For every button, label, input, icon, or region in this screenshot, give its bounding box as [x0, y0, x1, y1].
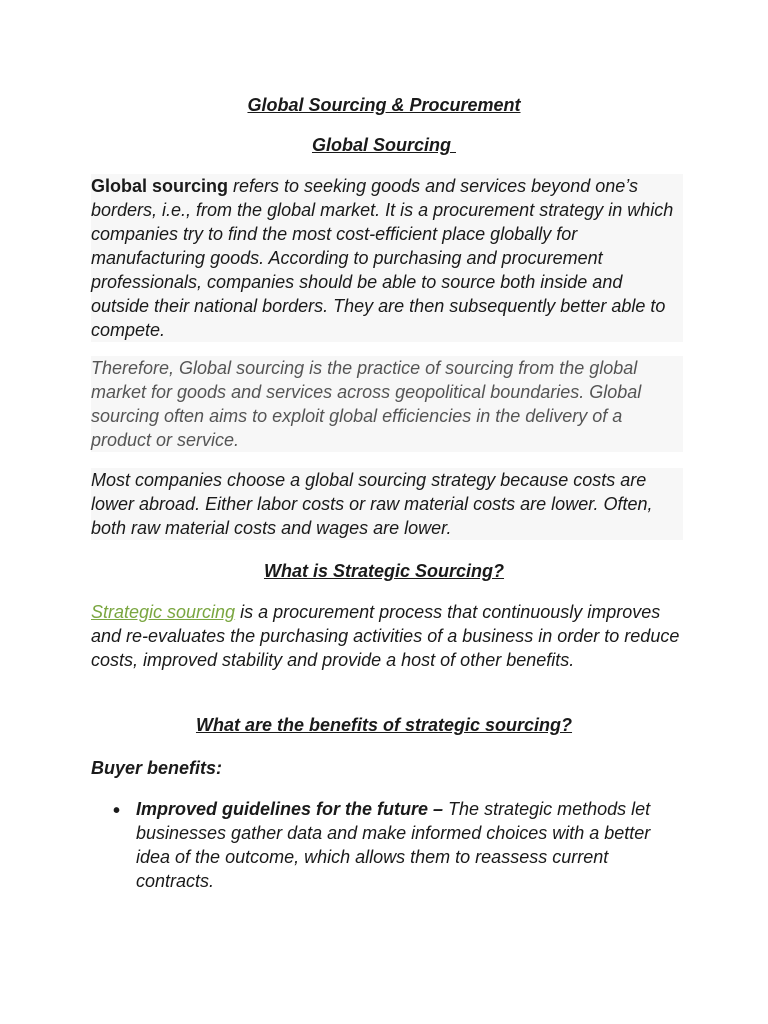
bullet-icon: • — [113, 800, 121, 822]
intro-paragraph-text: refers to seeking goods and services beyond one’s borders, i.e., from the global market. It is a procurement strategy in which companies try to find the most cost-efficient place globally for manufacturing goods. According to purchasing and procurement professionals, companies should be able to source both inside and outside their national borders. They are then subsequently better able to compete. — [91, 176, 674, 340]
buyer-benefits-label: Buyer benefits: — [91, 758, 223, 778]
strategic-sourcing-text: is a procurement process that continuously improves and re-evaluates the purchasing activities of a business in order to reduce costs, improved stability and provide a host of other benefits. — [91, 602, 680, 670]
section-heading-global-sourcing: Global Sourcing — [311, 135, 456, 155]
bullet-title: Improved guidelines for the future – — [136, 799, 449, 819]
strategic-sourcing-heading: What is Strategic Sourcing? — [263, 561, 505, 581]
intro-paragraph — [91, 174, 683, 342]
strategic-sourcing-paragraph — [91, 600, 683, 672]
therefore-paragraph: Therefore, Global sourcing is the practice of sourcing from the global market for goods and services across geopolitical boundaries. Global sourcing often aims to exploit global efficiencies in the delivery of a product or service. — [91, 356, 683, 452]
document-title: Global Sourcing & Procurement — [247, 95, 521, 115]
intro-lead-term: Global sourcing — [91, 176, 229, 196]
cost-paragraph: Most companies choose a global sourcing strategy because costs are lower abroad. Either labor costs or raw material costs are lower. Often, both raw material costs and wages are lower. — [91, 468, 683, 540]
bullet-body: The strategic methods let businesses gather data and make informed choices with a better idea of the outcome, which allows them to reassess current contracts. — [136, 799, 651, 891]
strategic-sourcing-link[interactable]: Strategic sourcing — [91, 602, 236, 622]
benefits-heading: What are the benefits of strategic sourcing? — [195, 715, 573, 735]
bullet-text — [136, 797, 686, 893]
